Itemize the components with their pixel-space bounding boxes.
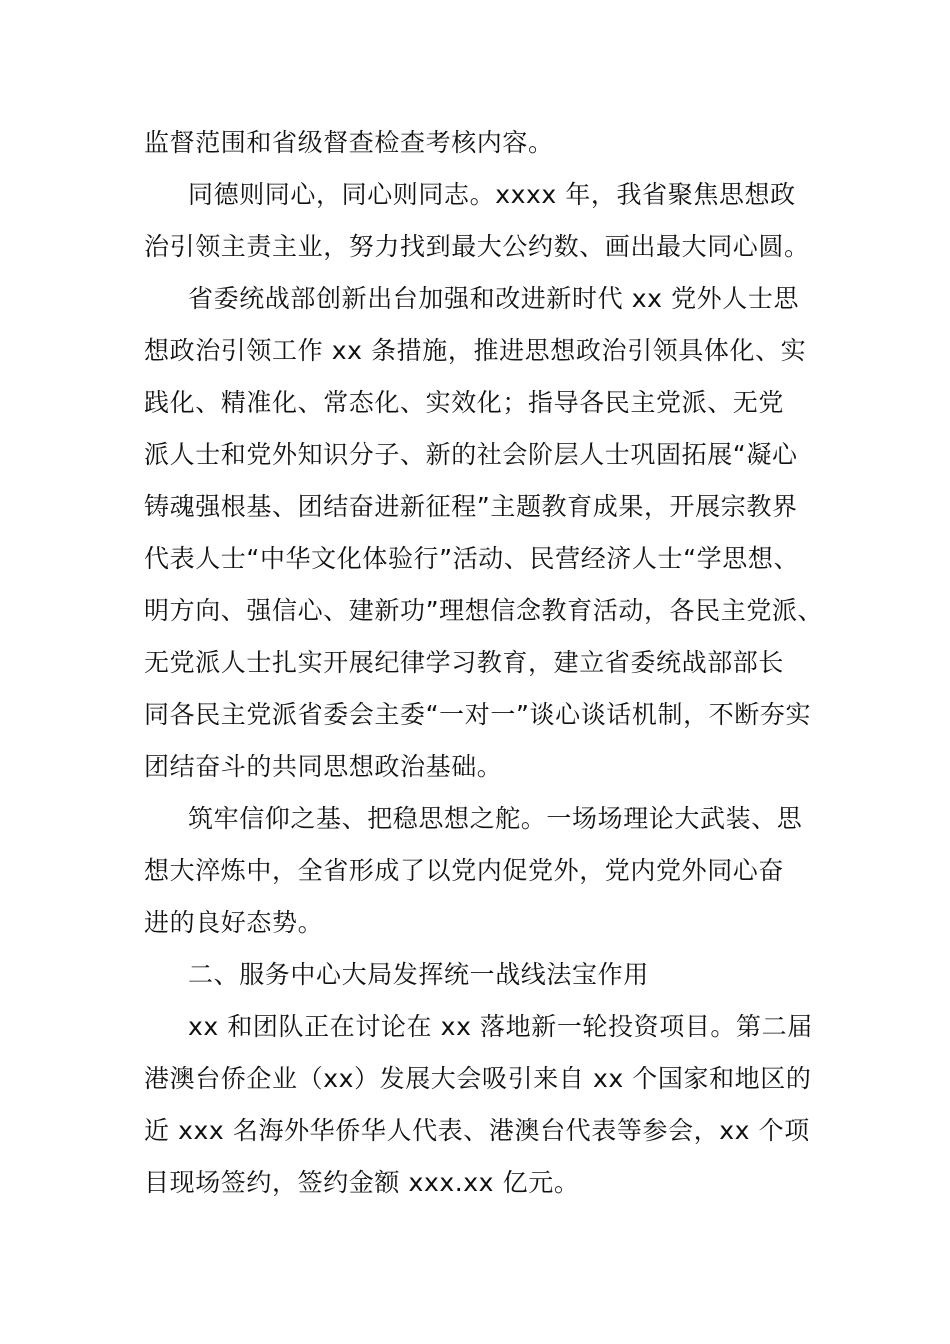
text-line: 派人士和党外知识分子、新的社会阶层人士巩固拓展“凝心 — [144, 440, 798, 469]
paragraph-start-line: xx 和团队正在讨论在 xx 落地新一轮投资项目。第二届 — [188, 1012, 813, 1041]
text-line: 同各民主党派省委会主委“一对一”谈心谈话机制，不断夯实 — [144, 700, 812, 729]
paragraph-start-line: 同德则同心，同心则同志。xxxx 年，我省聚焦思想政 — [188, 180, 796, 209]
text-line: 代表人士“中华文化体验行”活动、民营经济人士“学思想、 — [144, 544, 800, 573]
text-line: 进的良好态势。 — [144, 908, 324, 937]
text-line: 践化、精准化、常态化、实效化；指导各民主党派、无党 — [144, 388, 785, 417]
text-line: 想政治引领工作 xx 条措施，推进思想政治引领具体化、实 — [144, 336, 807, 365]
text-line: 目现场签约，签约金额 xxx.xx 亿元。 — [144, 1168, 580, 1197]
paragraph-start-line: 筑牢信仰之基、把稳思想之舵。一场场理论大武装、思 — [188, 804, 803, 833]
section-heading: 二、服务中心大局发挥统一战线法宝作用 — [188, 960, 649, 989]
text-line: 团结奋斗的共同思想政治基础。 — [144, 752, 503, 781]
text-line: 监督范围和省级督查检查考核内容。 — [144, 128, 554, 157]
text-line: 想大淬炼中，全省形成了以党内促党外，党内党外同心奋 — [144, 856, 785, 885]
text-line: 治引领主责主业，努力找到最大公约数、画出最大同心圆。 — [144, 232, 810, 261]
text-line: 铸魂强根基、团结奋进新征程”主题教育成果，开展宗教界 — [144, 492, 798, 521]
text-line: 明方向、强信心、建新功”理想信念教育活动，各民主党派、 — [144, 596, 824, 625]
text-line: 港澳台侨企业（xx）发展大会吸引来自 xx 个国家和地区的 — [144, 1064, 812, 1093]
text-line: 近 xxx 名海外华侨华人代表、港澳台代表等参会，xx 个项 — [144, 1116, 810, 1145]
text-line: 无党派人士扎实开展纪律学习教育，建立省委统战部部长 — [144, 648, 785, 677]
paragraph-start-line: 省委统战部创新出台加强和改进新时代 xx 党外人士思 — [188, 284, 800, 313]
